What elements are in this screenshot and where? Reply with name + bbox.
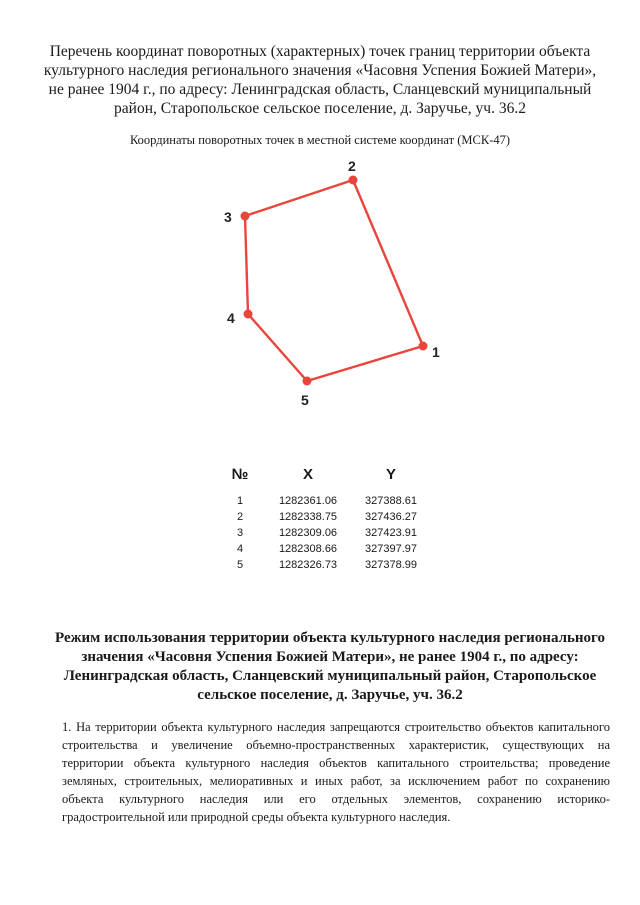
cell-number: 4 xyxy=(236,543,244,555)
cell-x: 1282309.06 xyxy=(278,527,338,539)
cell-x: 1282338.75 xyxy=(278,511,338,523)
cell-y: 327378.99 xyxy=(365,559,417,571)
cell-y: 327436.27 xyxy=(365,511,417,523)
point-label-4: 4 xyxy=(227,310,235,326)
point-label-5: 5 xyxy=(301,392,309,408)
boundary-point-3 xyxy=(241,212,250,221)
boundary-diagram xyxy=(0,0,640,420)
coordinates-table xyxy=(220,466,426,573)
boundary-point-2 xyxy=(349,176,358,185)
cell-y: 327423.91 xyxy=(365,527,417,539)
boundary-point-4 xyxy=(244,310,253,319)
boundary-polygon xyxy=(245,180,423,381)
boundary-point-5 xyxy=(303,377,312,386)
table-row xyxy=(220,493,426,509)
cell-y: 327397.97 xyxy=(365,543,417,555)
point-label-2: 2 xyxy=(348,158,356,174)
table-header-row xyxy=(220,466,426,493)
column-header-y: Y xyxy=(385,466,396,483)
cell-number: 2 xyxy=(236,511,244,523)
cell-y: 327388.61 xyxy=(365,495,417,507)
point-label-1: 1 xyxy=(432,344,440,360)
table-row xyxy=(220,509,426,525)
coordinate-system-caption: Координаты поворотных точек в местной системе координат (МСК-47) xyxy=(129,133,511,147)
cell-number: 5 xyxy=(236,559,244,571)
section-heading: Режим использования территории объекта культурного наследия регионального значения «Часовня Успения Божией Матери», не ранее 1904 г., по адресу: Ленинградская область, Сланцевский муниципальный район, Старопольское сельское поселение, д. Заручье, уч. 36.2 xyxy=(55,630,605,703)
paragraph-1: 1. На территории объекта культурного наследия запрещаются строительство объектов капитального строительства и увеличение объемно-пространственных характеристик, существующих на территории объекта культурного наследия объектов капитального строительства; проведение земляных, строительных, мелиоративных и иных работ, за исключением работ по сохранению объекта культурного наследия или его отдельных элементов, сохранению историко-градостроительной или природной среды объекта культурного наследия. xyxy=(62,720,610,824)
document-title: Перечень координат поворотных (характерных) точек границ территории объекта культурного наследия регионального значения «Часовня Успения Божией Матери», не ранее 1904 г., по адресу: Ленинградская область, Сланцевский муниципальный район, Старопольское сельское поселение, д. Заручье, уч. 36.2 xyxy=(43,43,597,117)
cell-number: 1 xyxy=(236,495,244,507)
cell-x: 1282308.66 xyxy=(278,543,338,555)
boundary-point-1 xyxy=(419,342,428,351)
column-header-number: № xyxy=(231,466,249,483)
cell-x: 1282326.73 xyxy=(278,559,338,571)
column-header-x: X xyxy=(302,466,313,483)
cell-x: 1282361.06 xyxy=(278,495,338,507)
table-row xyxy=(220,557,426,573)
table-row xyxy=(220,525,426,541)
cell-number: 3 xyxy=(236,527,244,539)
table-row xyxy=(220,541,426,557)
point-label-3: 3 xyxy=(224,209,232,225)
